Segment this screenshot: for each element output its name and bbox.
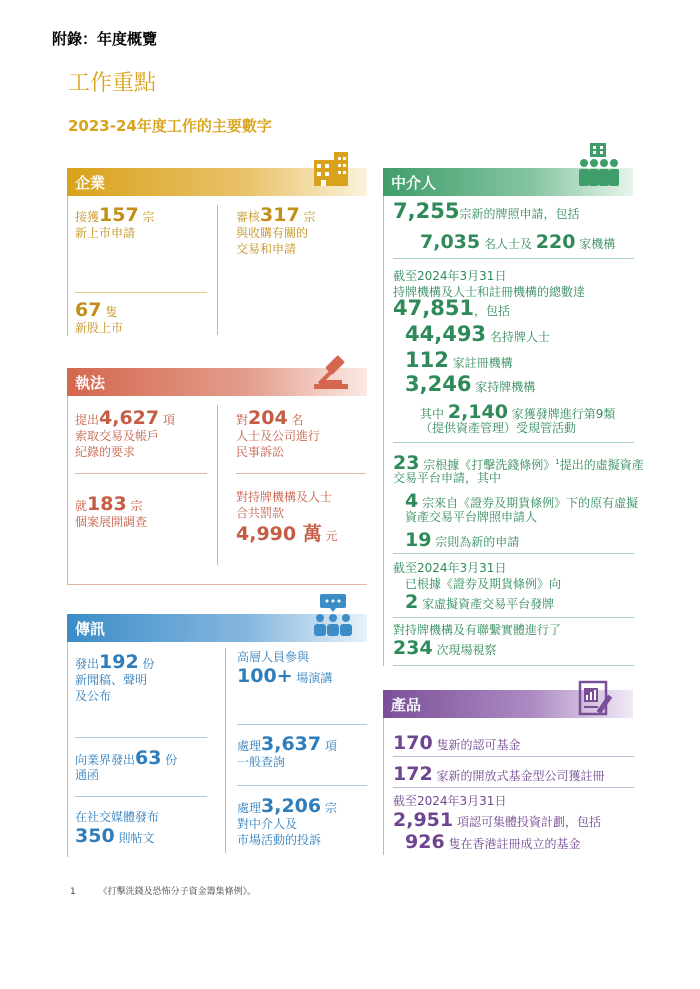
civil-proceedings-desc-1: 人士及公司進行 xyxy=(236,429,321,443)
appendix-title: 附錄：年度概覽 xyxy=(52,30,158,48)
ofc-stat: 172 家新的開放式基金型公司獲註冊 xyxy=(393,763,605,785)
licensed-individual-number: 44,493 xyxy=(405,322,487,346)
existing-vasp-stat: 4 宗來自《證券及期貨條例》下的原有虛擬 xyxy=(405,490,639,512)
takeover-desc-1: 與收購有關的 xyxy=(236,226,309,240)
press-release-stat: 發出192 份 xyxy=(75,651,155,673)
social-media-number: 350 xyxy=(75,825,115,847)
speech-stat: 100+ 場演講 xyxy=(237,665,333,687)
licence-application-stat: 7,255宗新的牌照申請，包括 xyxy=(393,199,580,223)
type9-stat: 其中 2,140 家獲發牌進行第9類 xyxy=(420,401,616,423)
total-number: 47,851 xyxy=(393,296,475,320)
record-request-desc-2: 紀錄的要求 xyxy=(75,445,136,459)
new-ipo-stat: 67 隻 xyxy=(75,299,118,321)
vasp-number: 23 xyxy=(393,452,420,474)
communications-label: 傳訊 xyxy=(75,620,106,638)
licensed-corporation-number: 3,246 xyxy=(405,372,472,396)
civil-proceedings-desc-2: 民事訴訟 xyxy=(236,445,285,459)
sfo-desc: 已根據《證券及期貨條例》向 xyxy=(405,577,562,591)
vasp-desc-2: 交易平台申請，其中 xyxy=(393,471,502,485)
vatp-licensed-number: 2 xyxy=(405,591,419,613)
enquiry-stat: 處理3,637 項 xyxy=(237,733,337,755)
social-media-stat: 350 則帖文 xyxy=(75,825,155,847)
enforcement-label: 執法 xyxy=(75,374,106,392)
speech-number: 100+ xyxy=(237,665,293,687)
ofc-number: 172 xyxy=(393,763,433,785)
complaint-desc-1: 對中介人及 xyxy=(237,817,298,831)
investigation-number: 183 xyxy=(87,493,127,515)
complaint-stat: 處理3,206 宗 xyxy=(237,795,337,817)
speech-desc: 高層人員參與 xyxy=(237,650,310,664)
inspection-stat: 234 次現場視察 xyxy=(393,637,497,659)
hk-fund-stat: 926 隻在香港註冊成立的基金 xyxy=(405,831,581,853)
divider xyxy=(217,405,218,565)
divider xyxy=(393,258,634,259)
registered-institution-stat: 112 家註冊機構 xyxy=(405,348,513,372)
takeover-desc-2: 交易和申請 xyxy=(236,242,297,256)
footnote-marker: 1 xyxy=(555,458,560,466)
type9-number: 2,140 xyxy=(447,401,508,423)
divider xyxy=(383,196,384,666)
complaint-desc-2: 市場活動的投訴 xyxy=(237,833,322,847)
licence-application-number: 7,255 xyxy=(393,199,460,223)
new-listing-stat: 接獲157 宗 xyxy=(75,204,155,226)
divider xyxy=(393,756,634,757)
registered-institution-number: 112 xyxy=(405,348,449,372)
new-vasp-stat: 19 宗則為新的申請 xyxy=(405,529,520,551)
corporation-number: 220 xyxy=(535,231,576,253)
new-listing-desc: 新上市申請 xyxy=(75,226,136,240)
existing-vasp-number: 4 xyxy=(405,490,419,512)
press-release-desc-1: 新聞稿、聲明 xyxy=(75,673,148,687)
civil-proceedings-stat: 對204 名 xyxy=(236,407,304,429)
press-release-number: 192 xyxy=(99,651,139,673)
divider xyxy=(236,473,366,474)
cis-number: 2,951 xyxy=(393,809,454,831)
divider xyxy=(393,553,634,554)
fine-desc-1: 對持牌機構及人士 xyxy=(236,490,333,504)
record-request-stat: 提出4,627 項 xyxy=(75,407,175,429)
divider xyxy=(237,724,367,725)
divider xyxy=(393,442,634,443)
people-building-icon xyxy=(578,143,620,187)
as-of-date-2: 截至2024年3月31日 xyxy=(393,561,507,575)
licensed-individual-stat: 44,493 名持牌人士 xyxy=(405,322,550,346)
products-as-of-date: 截至2024年3月31日 xyxy=(393,794,507,808)
vasp-stat: 23 宗根據《打擊洗錢條例》$^1$提出的虛擬資產 xyxy=(393,452,644,474)
circular-desc: 通函 xyxy=(75,768,100,782)
building-icon xyxy=(312,150,350,188)
cis-stat: 2,951 項認可集體投資計劃，包括 xyxy=(393,809,601,831)
social-media-desc: 在社交媒體發布 xyxy=(75,810,160,824)
inspection-desc: 對持牌機構及有聯繫實體進行了 xyxy=(393,623,562,637)
divider xyxy=(393,665,634,666)
new-listing-number: 157 xyxy=(99,204,139,226)
new-ipo-desc: 新股上市 xyxy=(75,321,124,335)
complaint-number: 3,206 xyxy=(261,795,322,817)
audience-icon xyxy=(312,594,354,638)
divider xyxy=(75,796,207,797)
investigation-desc: 個案展開調查 xyxy=(75,515,148,529)
divider xyxy=(393,617,634,618)
vatp-licensed-stat: 2 家虛擬資產交易平台發牌 xyxy=(405,591,555,613)
authorized-fund-number: 170 xyxy=(393,732,433,754)
fine-desc-2: 合共罰款 xyxy=(236,506,285,520)
takeover-stat: 審核317 宗 xyxy=(236,204,316,226)
divider xyxy=(393,787,634,788)
as-of-date: 截至2024年3月31日 xyxy=(393,269,507,283)
divider xyxy=(383,718,384,855)
licensed-corporation-stat: 3,246 家持牌機構 xyxy=(405,372,536,396)
divider xyxy=(67,584,367,585)
divider xyxy=(225,648,226,853)
footnote xyxy=(70,884,256,897)
existing-vasp-desc-2: 資產交易平台牌照申請人 xyxy=(405,510,538,524)
intermediaries-label: 中介人 xyxy=(391,174,437,192)
civil-proceedings-number: 204 xyxy=(248,407,288,429)
total-stat: 47,851，包括 xyxy=(393,296,511,320)
divider xyxy=(75,473,207,474)
divider xyxy=(67,396,68,584)
press-release-desc-2: 及公布 xyxy=(75,689,112,703)
hk-fund-number: 926 xyxy=(405,831,445,853)
record-request-number: 4,627 xyxy=(99,407,160,429)
divider xyxy=(237,785,367,786)
divider xyxy=(75,292,207,293)
enquiry-number: 3,637 xyxy=(261,733,322,755)
circular-number: 63 xyxy=(135,747,162,769)
corporates-label: 企業 xyxy=(75,174,106,192)
gavel-icon xyxy=(312,354,356,390)
footnote-text: 《打擊洗錢及恐怖分子資金籌集條例》。 xyxy=(98,887,257,897)
record-request-desc-1: 索取交易及帳戶 xyxy=(75,429,160,443)
new-ipo-number: 67 xyxy=(75,299,102,321)
products-label: 產品 xyxy=(391,696,422,714)
investigation-stat: 就183 宗 xyxy=(75,493,143,515)
divider xyxy=(67,642,68,857)
circular-stat: 向業界發出63 份 xyxy=(75,747,178,769)
fine-stat: 4,990 萬 元 xyxy=(236,523,338,545)
divider xyxy=(67,196,68,336)
fine-number: 4,990 萬 xyxy=(236,523,322,545)
footnote-mark: 1 xyxy=(70,887,76,897)
authorized-fund-stat: 170 隻新的認可基金 xyxy=(393,732,521,754)
enquiry-desc: 一般查詢 xyxy=(237,755,286,769)
divider xyxy=(75,737,207,738)
type9-desc-2: （提供資產管理）受規管活動 xyxy=(420,421,577,435)
divider xyxy=(217,205,218,335)
licence-breakdown-stat: 7,035 名人士及 220 家機構 xyxy=(420,231,616,253)
inspection-number: 234 xyxy=(393,637,433,659)
individual-number: 7,035 xyxy=(420,231,481,253)
document-chart-icon xyxy=(578,680,616,718)
new-vasp-number: 19 xyxy=(405,529,432,551)
page-title: 工作重點 xyxy=(68,71,157,96)
takeover-number: 317 xyxy=(260,204,300,226)
total-desc: 持牌機構及人士和註冊機構的總數達 xyxy=(393,285,586,299)
page-subtitle: 2023-24年度工作的主要數字 xyxy=(68,117,272,135)
